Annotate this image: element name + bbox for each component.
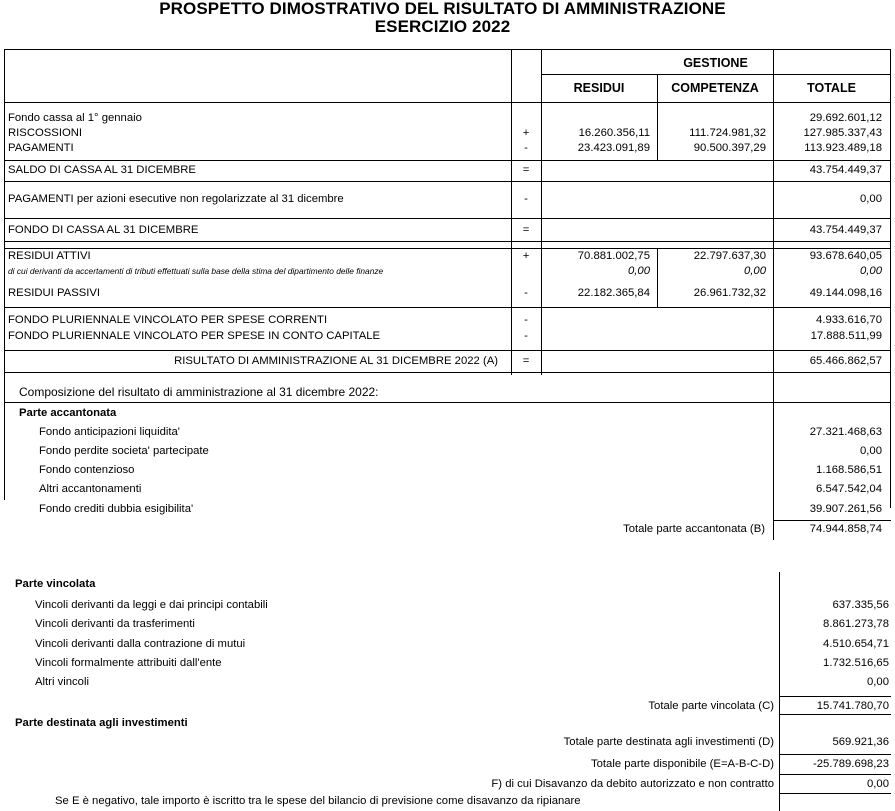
row-competenza-residui-passivi: 26.961.732,32	[693, 287, 766, 299]
footnote: Se E è negativo, tale importo è iscritto tra le spese del bilancio di previsione come disavanzo da ripianare	[55, 795, 581, 807]
row-label-residui-passivi: RESIDUI PASSIVI	[8, 287, 101, 299]
row-label-riscossioni: RISCOSSIONI	[8, 127, 83, 139]
vincolata-item: Vincoli derivanti dalla contrazione di mutui	[35, 638, 246, 650]
vincolata-item: Altri vincoli	[35, 676, 89, 688]
investimenti-total-value: 569.921,36	[832, 736, 889, 748]
investimenti-total-label: Totale parte destinata agli investimenti (D)	[563, 736, 774, 748]
disponibile-label: Totale parte disponibile (E=A-B-C-D)	[590, 758, 774, 770]
row-totale-residui-passivi: 49.144.098,16	[809, 287, 882, 299]
row-totale-fondo-cassa-31: 43.754.449,37	[809, 224, 882, 236]
row-sign-risultato: =	[522, 355, 530, 367]
vincolata-item: Vincoli derivanti da trasferimenti	[35, 618, 195, 630]
header-residui: RESIDUI	[573, 81, 625, 95]
vincolata-total-value: 15.741.780,70	[816, 700, 889, 712]
disponibile-value: -25.789.698,23	[812, 758, 889, 770]
disavanzo-value: 0,00	[867, 778, 889, 790]
composizione-title: Composizione del risultato di amministrazione al 31 dicembre 2022:	[19, 385, 379, 399]
row-sign-pagamenti-azioni: -	[524, 193, 528, 205]
row-sign-residui-attivi: +	[522, 250, 530, 262]
row-sign-fpv-capitale: -	[524, 330, 528, 342]
accantonata-heading: Parte accantonata	[19, 407, 117, 419]
row-competenza-pagamenti: 90.500.397,29	[693, 142, 766, 154]
vincolata-total-label: Totale parte vincolata (C)	[648, 700, 774, 712]
header-totale: TOTALE	[807, 81, 856, 95]
vincolata-item-value: 637.335,56	[832, 599, 889, 611]
row-totale-fondo-cassa-1: 29.692.601,12	[809, 112, 882, 124]
row-totale-saldo-cassa: 43.754.449,37	[809, 164, 882, 176]
accantonata-item: Fondo anticipazioni liquidita'	[39, 426, 180, 438]
row-label-di-cui: di cui derivanti da accertamenti di tributi effettuati sulla base della stima del dipartimento delle finanze	[8, 266, 384, 276]
vincolata-item: Vincoli formalmente attribuiti dall'ente	[35, 657, 222, 669]
row-label-pagamenti-azioni: PAGAMENTI per azioni esecutive non regolarizzate al 31 dicembre	[8, 193, 344, 205]
vincolata-item: Vincoli derivanti da leggi e dai principi contabili	[35, 599, 268, 611]
disavanzo-label: F) di cui Disavanzo da debito autorizzato e non contratto	[491, 778, 774, 790]
accantonata-item: Fondo perdite societa' partecipate	[39, 445, 209, 457]
investimenti-heading: Parte destinata agli investimenti	[15, 717, 188, 729]
vincolata-item-value: 4.510.654,71	[823, 638, 889, 650]
accantonata-total-label: Totale parte accantonata (B)	[623, 523, 765, 535]
vincolata-item-value: 0,00	[867, 676, 889, 688]
row-totale-di-cui: 0,00	[860, 265, 882, 277]
row-residui-pagamenti: 23.423.091,89	[577, 142, 650, 154]
row-sign-saldo-cassa: =	[522, 164, 530, 176]
row-label-saldo-cassa: SALDO DI CASSA AL 31 DICEMBRE	[8, 164, 196, 176]
accantonata-item-value: 6.547.542,04	[816, 483, 882, 495]
vincolata-heading: Parte vincolata	[15, 578, 96, 590]
accantonata-item: Altri accantonamenti	[39, 483, 142, 495]
row-label-fondo-cassa-31: FONDO DI CASSA AL 31 DICEMBRE	[8, 224, 199, 236]
row-label-residui-attivi: RESIDUI ATTIVI	[8, 250, 91, 262]
accantonata-item-value: 1.168.586,51	[816, 464, 882, 476]
row-sign-residui-passivi: -	[524, 287, 528, 299]
row-totale-pagamenti-azioni: 0,00	[860, 193, 882, 205]
page-title: PROSPETTO DIMOSTRATIVO DEL RISULTATO DI AMMINISTRAZIONE	[159, 0, 726, 18]
row-label-risultato: RISULTATO DI AMMINISTRAZIONE AL 31 DICEMBRE 2022 (A)	[174, 355, 498, 367]
row-totale-riscossioni: 127.985.337,43	[803, 127, 882, 139]
accantonata-item: Fondo contenzioso	[39, 464, 135, 476]
row-residui-residui-passivi: 22.182.365,84	[577, 287, 650, 299]
row-sign-riscossioni: +	[522, 127, 530, 139]
row-totale-risultato: 65.466.862,57	[809, 355, 882, 367]
row-competenza-residui-attivi: 22.797.637,30	[693, 250, 766, 262]
row-totale-fpv-capitale: 17.888.511,99	[810, 330, 882, 342]
header-competenza: COMPETENZA	[671, 81, 759, 95]
accantonata-item-value: 27.321.468,63	[809, 426, 882, 438]
row-competenza-riscossioni: 111.724.981,32	[689, 127, 766, 139]
row-label-fondo-cassa-1: Fondo cassa al 1° gennaio	[8, 112, 142, 124]
row-label-fpv-capitale: FONDO PLURIENNALE VINCOLATO PER SPESE IN CONTO CAPITALE	[8, 330, 381, 342]
page-subtitle: ESERCIZIO 2022	[374, 17, 511, 36]
row-residui-riscossioni: 16.260.356,11	[578, 127, 650, 139]
row-sign-fondo-cassa-31: =	[522, 224, 530, 236]
row-label-pagamenti: PAGAMENTI	[8, 142, 74, 154]
row-residui-residui-attivi: 70.881.002,75	[577, 250, 650, 262]
accantonata-total-value: 74.944.858,74	[809, 523, 882, 535]
accantonata-item-value: 0,00	[860, 445, 882, 457]
row-totale-fpv-correnti: 4.933.616,70	[816, 314, 882, 326]
row-competenza-di-cui: 0,00	[744, 265, 766, 277]
header-gestione: GESTIONE	[683, 56, 748, 70]
vincolata-item-value: 1.732.516,65	[823, 657, 889, 669]
row-sign-fpv-correnti: -	[524, 314, 528, 326]
row-label-fpv-correnti: FONDO PLURIENNALE VINCOLATO PER SPESE CORRENTI	[8, 314, 328, 326]
vincolata-item-value: 8.861.273,78	[823, 618, 889, 630]
row-residui-di-cui: 0,00	[628, 265, 650, 277]
row-sign-pagamenti: -	[524, 142, 528, 154]
accantonata-item-value: 39.907.261,56	[809, 503, 882, 515]
row-totale-pagamenti: 113.923.489,18	[804, 142, 882, 154]
accantonata-item: Fondo crediti dubbia esigibilita'	[39, 503, 194, 515]
row-totale-residui-attivi: 93.678.640,05	[809, 250, 882, 262]
